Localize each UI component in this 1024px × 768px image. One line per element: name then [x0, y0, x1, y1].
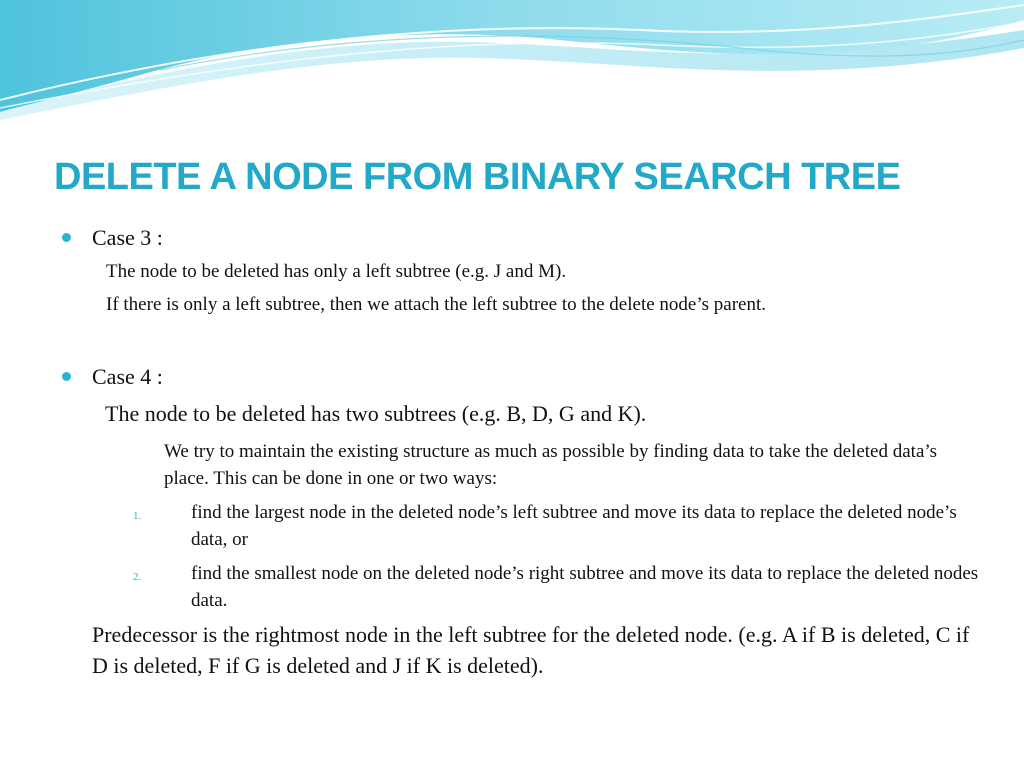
slide-title: DELETE A NODE FROM BINARY SEARCH TREE: [54, 156, 901, 198]
list-number-1: 1.: [133, 510, 142, 522]
bullet-icon: [62, 372, 71, 381]
case4-line1: The node to be deleted has two subtrees (e.g. B, D, G and K).: [105, 401, 647, 426]
case4-heading: Case 4 :: [92, 364, 163, 389]
header-wave-decoration: [0, 0, 1024, 130]
case3-heading: Case 3 :: [92, 225, 163, 250]
case3-line2: If there is only a left subtree, then we attach the left subtree to the delete node’s parent.: [106, 294, 766, 315]
list-number-2: 2.: [133, 571, 142, 583]
case3-line1: The node to be deleted has only a left subtree (e.g. J and M).: [106, 261, 567, 282]
bullet-icon: [62, 233, 71, 242]
list-item-2: find the smallest node on the deleted node’s right subtree and move its data to replace the deleted nodes data.: [191, 563, 979, 611]
case4-intro: We try to maintain the existing structure as much as possible by finding data to take the deleted data’s place. This can be done in one or two ways:: [164, 441, 938, 489]
predecessor-note: Predecessor is the rightmost node in the left subtree for the deleted node. (e.g. A if B is deleted, C if D is deleted, F if G is deleted and J if K is deleted).: [92, 622, 970, 678]
list-item-1: find the largest node in the deleted node’s left subtree and move its data to replace the deleted node’s data, or: [191, 502, 957, 550]
